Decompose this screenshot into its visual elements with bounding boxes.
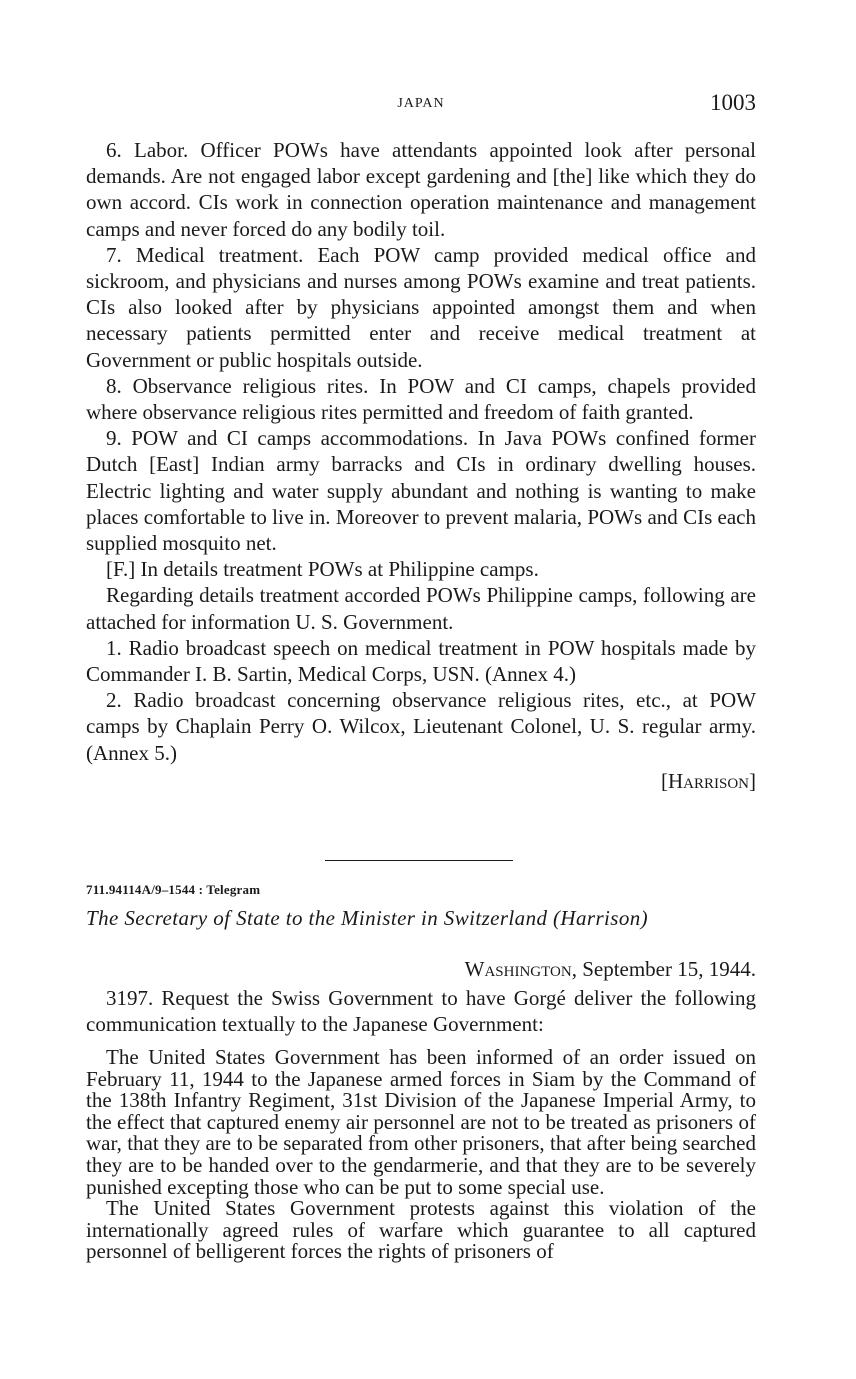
- paragraph-religious-rites: 8. Observance religious rites. In POW and CI camps, chapels provided where observance religious rites permitted and freedom of faith granted.: [86, 373, 756, 425]
- running-title: JAPAN: [397, 96, 445, 111]
- page-number: 1003: [710, 90, 756, 115]
- quoted-paragraph-protest: The United States Government protests against this violation of the internationally agreed rules of warfare which guarantee to all captured personnel of belligerent forces the rights of prisoners of: [86, 1196, 756, 1264]
- quoted-paragraph-order: The United States Government has been informed of an order issued on February 11, 1944 to the Japanese armed forces in Siam by the Command of the 138th Infantry Regiment, 31st Division of the Japanese Imperial Army, to the effect that captured enemy air personnel are not to be treated as prisoners of war, that they are to be separated from other prisoners, that after being searched they are to be handed over to the gendarmerie, and that they are to be severely punished excepting those who can be put to some special use.: [86, 1045, 756, 1199]
- paragraph-regarding-details: Regarding details treatment accorded POWs Philippine camps, following are attached for information U. S. Government.: [86, 583, 756, 634]
- body-text: [86, 137, 756, 794]
- running-head: [86, 92, 756, 122]
- file-reference: 711.94114A/9–1544 : Telegram: [86, 882, 261, 897]
- section-divider: [325, 860, 513, 861]
- dateline-date: , September 15, 1944.: [571, 957, 756, 981]
- paragraph-annex-4: 1. Radio broadcast speech on medical treatment in POW hospitals made by Commander I. B. Sartin, Medical Corps, USN. (Annex 4.): [86, 635, 756, 687]
- paragraph-camp-accommodations: 9. POW and CI camps accommodations. In Java POWs confined former Dutch [East] Indian army barracks and CIs in ordinary dwelling houses. Electric lighting and water supply abundant and nothing is wanting to make places comfortable to live in. Moreover to prevent malaria, POWs and CIs each supplied mosquito net.: [86, 426, 756, 556]
- telegram-intro: [86, 985, 756, 1037]
- document-heading: The Secretary of State to the Minister in Switzerland (Harrison): [86, 906, 649, 930]
- paragraph-philippine-camps: [F.] In details treatment POWs at Philippine camps.: [106, 557, 539, 582]
- paragraph-annex-5: 2. Radio broadcast concerning observance religious rites, etc., at POW camps by Chaplain Perry O. Wilcox, Lieutenant Colonel, U. S. regular army. (Annex 5.): [86, 688, 756, 765]
- paragraph-request: 3197. Request the Swiss Government to have Gorgé deliver the following communication textually to the Japanese Government:: [86, 986, 756, 1037]
- signature: [Harrison]: [661, 768, 756, 793]
- dateline: [465, 957, 756, 982]
- dateline-place: Washington: [464, 957, 572, 981]
- paragraph-labor: 6. Labor. Officer POWs have attendants appointed look after personal demands. Are not engaged labor except gardening and [the] like which they do own accord. CIs work in connection operation maintenance and management camps and never forced do any bodily toil.: [86, 138, 756, 241]
- quoted-communication: [86, 1047, 756, 1263]
- paragraph-medical-treatment: 7. Medical treatment. Each POW camp provided medical office and sickroom, and physicians and nurses among POWs examine and treat patients. CIs also looked after by physicians appointed amongst them and when necessary patients permitted enter and receive medical treatment at Government or public hospitals outside.: [86, 242, 756, 372]
